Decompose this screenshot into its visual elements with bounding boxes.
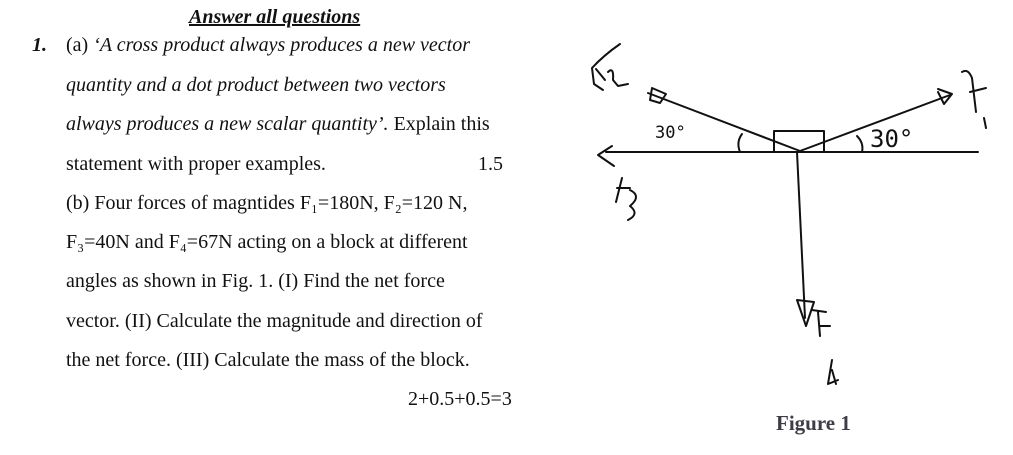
part-a-quote-3: always produces a new scalar quantity’. xyxy=(66,113,389,135)
figure-caption: Figure 1 xyxy=(776,411,851,435)
f3-label xyxy=(616,178,636,220)
part-a-label: (a) xyxy=(66,34,94,56)
part-a-quote-2: quantity and a dot product between two vectors xyxy=(66,74,446,96)
angle-arc-right xyxy=(857,136,862,152)
f2-label xyxy=(592,44,628,90)
f4-label xyxy=(812,310,838,384)
part-a-text-3: Explain this xyxy=(388,113,490,135)
part-b-line-5: the net force. (III) Calculate the mass of the block. xyxy=(66,349,470,371)
part-b-line-2: F₃=40N and F₄=67N acting on a block at different xyxy=(66,231,468,253)
part-a-marks: 1.5 xyxy=(478,153,503,175)
angle-arc-left xyxy=(738,134,742,152)
f1-label xyxy=(962,71,986,128)
part-b-marks: 2+0.5+0.5=3 xyxy=(408,388,512,410)
angle-label-right: 30° xyxy=(870,125,914,153)
block xyxy=(774,131,824,152)
angle-label-left: 30° xyxy=(655,123,686,143)
part-b-line-3: angles as shown in Fig. 1. (I) Find the net force xyxy=(66,270,445,292)
part-b-line-1: (b) Four forces of magntides F₁=180N, F₂=120 N, xyxy=(66,192,468,214)
part-b-line-4: vector. (II) Calculate the magnitude and direction of xyxy=(66,310,483,332)
question-number: 1. xyxy=(32,34,47,56)
f3-arrowhead xyxy=(598,146,614,166)
part-a-quote-1: ‘A cross product always produces a new vector xyxy=(93,34,470,56)
part-a-text-4: statement with proper examples. xyxy=(66,153,326,175)
section-heading: Answer all questions xyxy=(189,6,361,28)
f4-line xyxy=(797,152,805,318)
